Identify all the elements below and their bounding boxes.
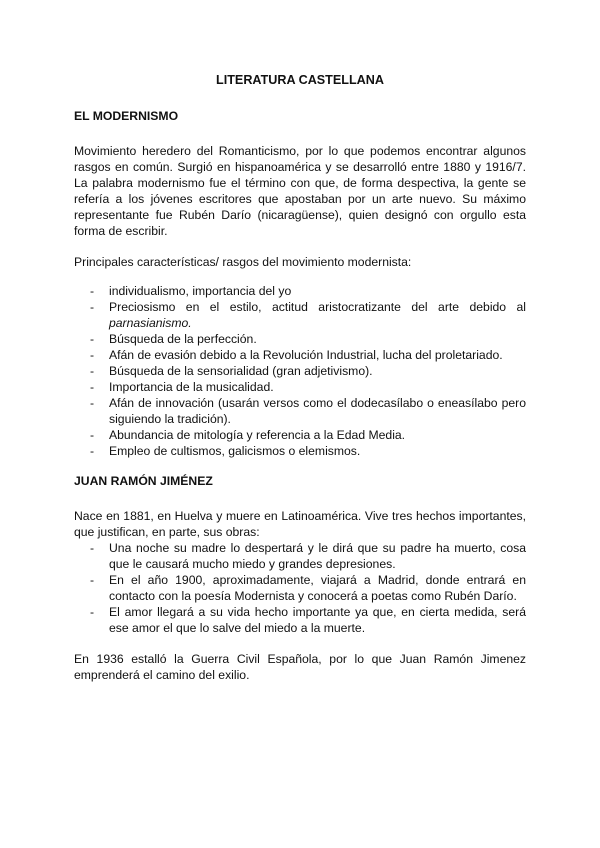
list-item: - Afán de innovación (usarán versos como el dodecasílabo o eneasílabo pero siguiendo la tradición). xyxy=(90,396,526,426)
dash-bullet: - xyxy=(90,300,95,314)
dash-bullet: - xyxy=(90,332,95,346)
list-item: - Afán de evasión debido a la Revolución Industrial, lucha del proletariado. xyxy=(90,348,503,362)
dash-bullet: - xyxy=(90,396,95,410)
list-item: - individualismo, importancia del yo xyxy=(90,284,292,298)
list-item: - Preciosismo en el estilo, actitud aristocratizante del arte debido al parnasianismo. xyxy=(90,300,526,330)
life-events-list xyxy=(74,540,526,636)
list-item: - Búsqueda de la perfección. xyxy=(90,332,257,346)
dash-bullet: - xyxy=(90,541,95,555)
document-title: LITERATURA CASTELLANA xyxy=(216,73,384,87)
list-item: - Empleo de cultismos, galicismos o elemismos. xyxy=(90,444,361,458)
dash-bullet: - xyxy=(90,348,95,362)
jrj-paragraph: Nace en 1881, en Huelva y muere en Latinoamérica. Vive tres hechos importantes, que justifican, en parte, sus obras: xyxy=(74,509,526,539)
closing-paragraph: En 1936 estalló la Guerra Civil Española, por lo que Juan Ramón Jimenez emprenderá el camino del exilio. xyxy=(74,652,526,682)
list-item: - Una noche su madre lo despertará y le dirá que su padre ha muerto, cosa que le causará mucho miedo y grandes depresiones. xyxy=(90,541,526,571)
dash-bullet: - xyxy=(90,428,95,442)
section-heading-modernismo: EL MODERNISMO xyxy=(74,109,179,123)
list-item: - Abundancia de mitología y referencia a la Edad Media. xyxy=(90,428,406,442)
dash-bullet: - xyxy=(90,364,95,378)
dash-bullet: - xyxy=(90,605,95,619)
list-item: - Importancia de la musicalidad. xyxy=(90,380,274,394)
dash-bullet: - xyxy=(90,573,95,587)
characteristics-intro: Principales características/ rasgos del movimiento modernista: xyxy=(74,255,412,269)
dash-bullet: - xyxy=(90,284,95,298)
modernismo-paragraph: Movimiento heredero del Romanticismo, por lo que podemos encontrar algunos rasgos en común. Surgió en hispanoamérica y se desarrolló entre 1880 y 1916/7. La palabra modernismo fue el término con que, de forma despectiva, la gente se refería a los jóvenes escritores que apostaban por un arte nuevo. Su máximo representante fue Rubén Darío (nicaragüense), quien designó con orgullo esta forma de escribir. xyxy=(74,144,526,238)
section-heading-juan-ramon-jimenez: JUAN RAMÓN JIMÉNEZ xyxy=(74,474,213,488)
characteristics-list xyxy=(74,283,526,459)
dash-bullet: - xyxy=(90,380,95,394)
list-item: - En el año 1900, aproximadamente, viajará a Madrid, donde entrará en contacto con la poesía Modernista y conocerá a poetas como Rubén Darío. xyxy=(90,573,526,603)
dash-bullet: - xyxy=(90,444,95,458)
list-item: - El amor llegará a su vida hecho importante ya que, en cierta medida, será ese amor el que lo salve del miedo a la muerte. xyxy=(90,605,526,635)
document-page xyxy=(74,72,526,698)
list-item: - Búsqueda de la sensorialidad (gran adjetivismo). xyxy=(90,364,373,378)
